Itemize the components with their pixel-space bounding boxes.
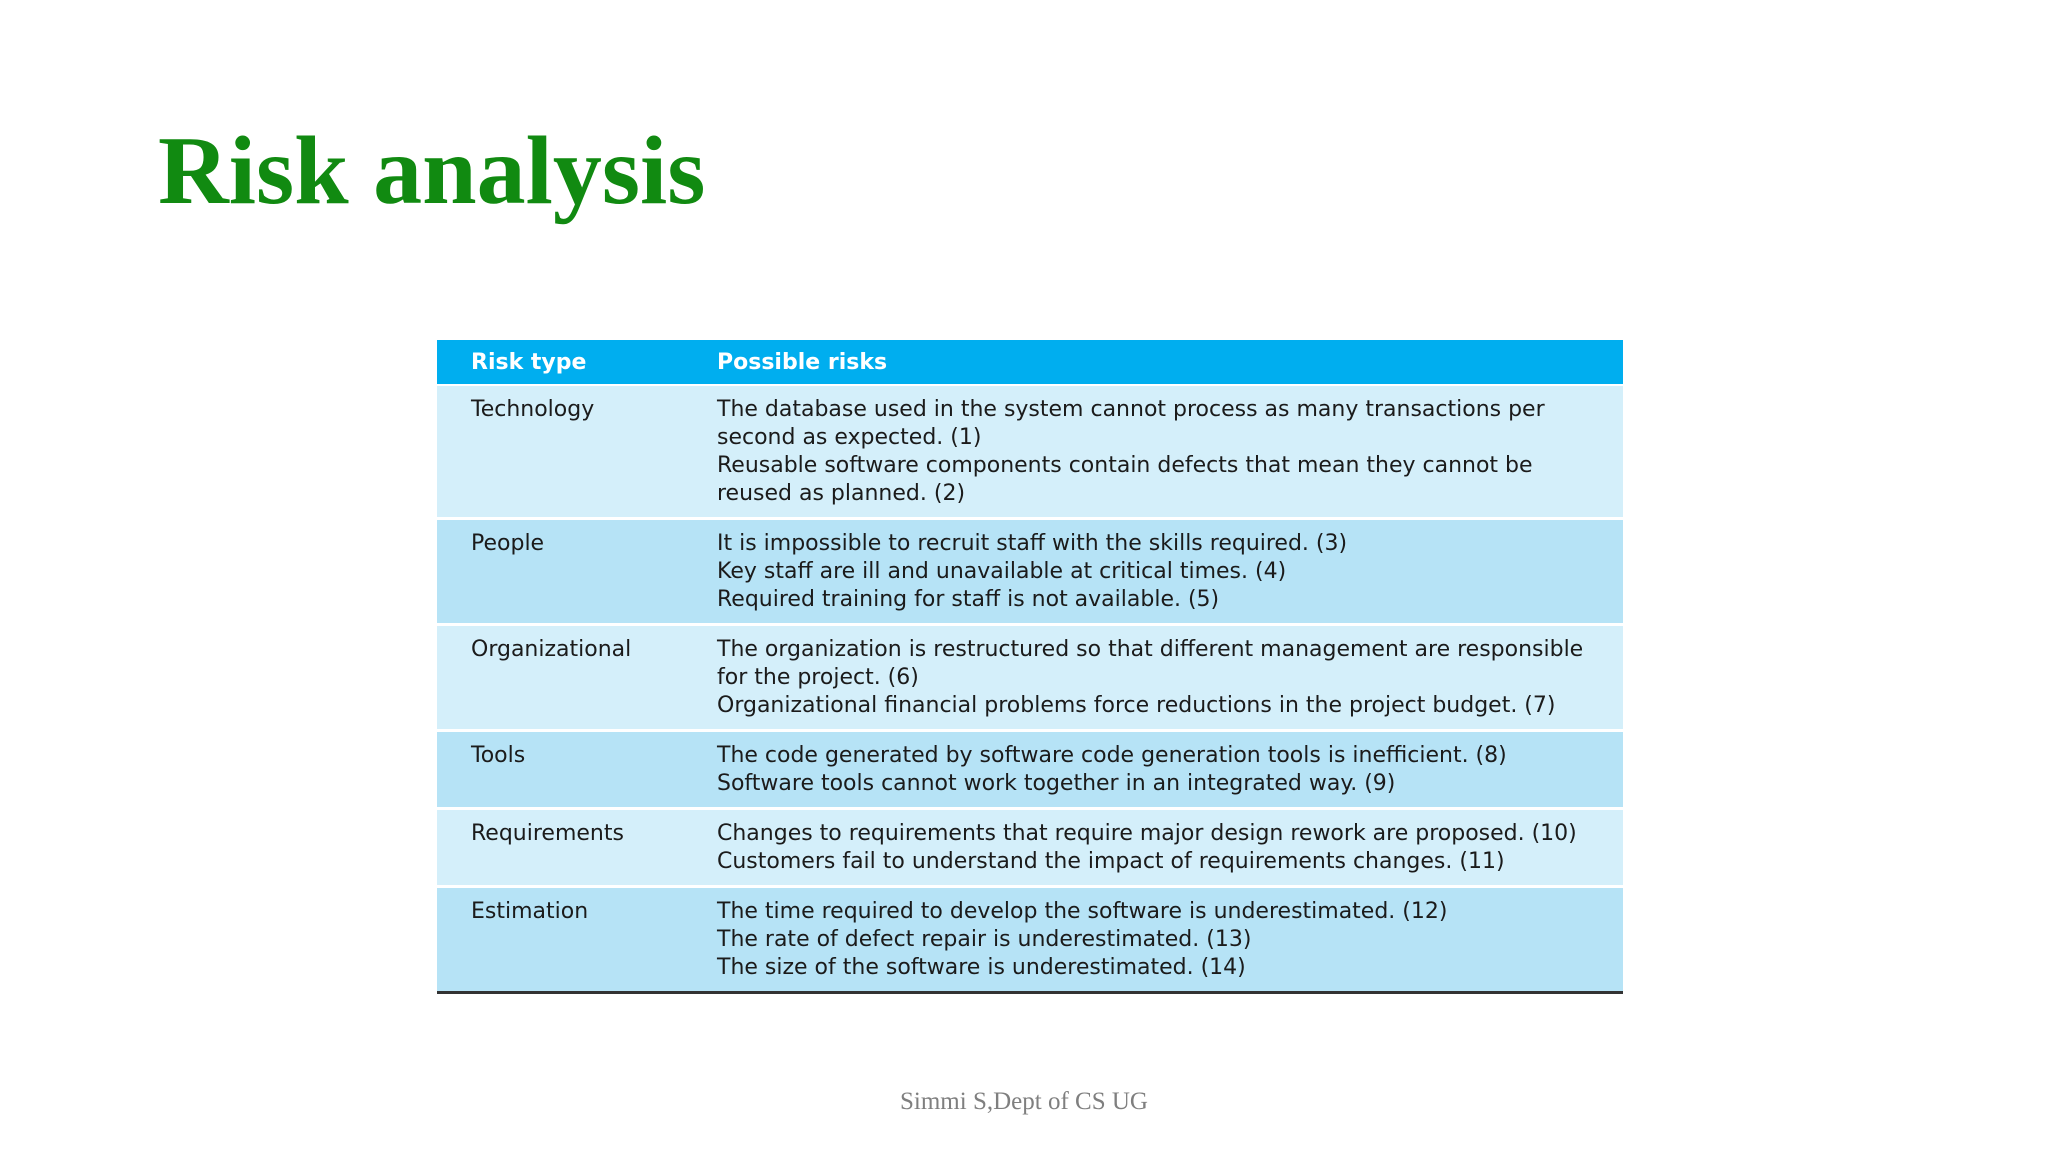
- risk-type-cell: Technology: [437, 385, 683, 519]
- slide-footer: Simmi S,Dept of CS UG: [900, 1088, 1148, 1115]
- header-possible-risks: Possible risks: [683, 340, 1623, 385]
- possible-risks-cell: [683, 887, 1623, 993]
- possible-risks-cell: [683, 625, 1623, 731]
- table-row: [437, 731, 1623, 809]
- risk-item: Customers fail to understand the impact of requirements changes. (11): [717, 849, 1505, 874]
- table-row: [437, 625, 1623, 731]
- table-row: [437, 887, 1623, 993]
- risk-item: The rate of defect repair is underestimated. (13): [717, 927, 1252, 952]
- slide-title: Risk analysis: [158, 117, 706, 225]
- header-row: [437, 340, 1623, 385]
- risk-table-body: [437, 385, 1623, 993]
- risk-type-cell: Organizational: [437, 625, 683, 731]
- risk-type-cell: Estimation: [437, 887, 683, 993]
- table-row: [437, 519, 1623, 625]
- risk-table-header: [437, 340, 1623, 385]
- risk-item: Organizational financial problems force reductions in the project budget. (7): [717, 693, 1556, 718]
- risk-item: It is impossible to recruit staff with the skills required. (3): [717, 531, 1348, 556]
- risk-item: The database used in the system cannot process as many transactions per second as expected. (1): [717, 397, 1545, 450]
- risk-item: The code generated by software code generation tools is inefficient. (8): [717, 743, 1507, 768]
- header-risk-type: Risk type: [437, 340, 683, 385]
- table-row: [437, 385, 1623, 519]
- risk-item: The time required to develop the software is underestimated. (12): [717, 899, 1448, 924]
- risk-item: Software tools cannot work together in an integrated way. (9): [717, 771, 1396, 796]
- possible-risks-cell: [683, 519, 1623, 625]
- risk-item: Changes to requirements that require major design rework are proposed. (10): [717, 821, 1577, 846]
- table-row: [437, 809, 1623, 887]
- risk-table: [437, 340, 1623, 994]
- risk-item: The size of the software is underestimated. (14): [717, 955, 1246, 980]
- risk-item: Required training for staff is not available. (5): [717, 587, 1220, 612]
- possible-risks-cell: [683, 731, 1623, 809]
- risk-item: Key staff are ill and unavailable at critical times. (4): [717, 559, 1287, 584]
- risk-item: The organization is restructured so that different management are responsible for the project. (6): [717, 637, 1584, 690]
- risk-type-cell: Requirements: [437, 809, 683, 887]
- risk-type-cell: People: [437, 519, 683, 625]
- risk-type-cell: Tools: [437, 731, 683, 809]
- possible-risks-cell: [683, 809, 1623, 887]
- risk-item: Reusable software components contain defects that mean they cannot be reused as planned. (2): [717, 453, 1533, 506]
- possible-risks-cell: [683, 385, 1623, 519]
